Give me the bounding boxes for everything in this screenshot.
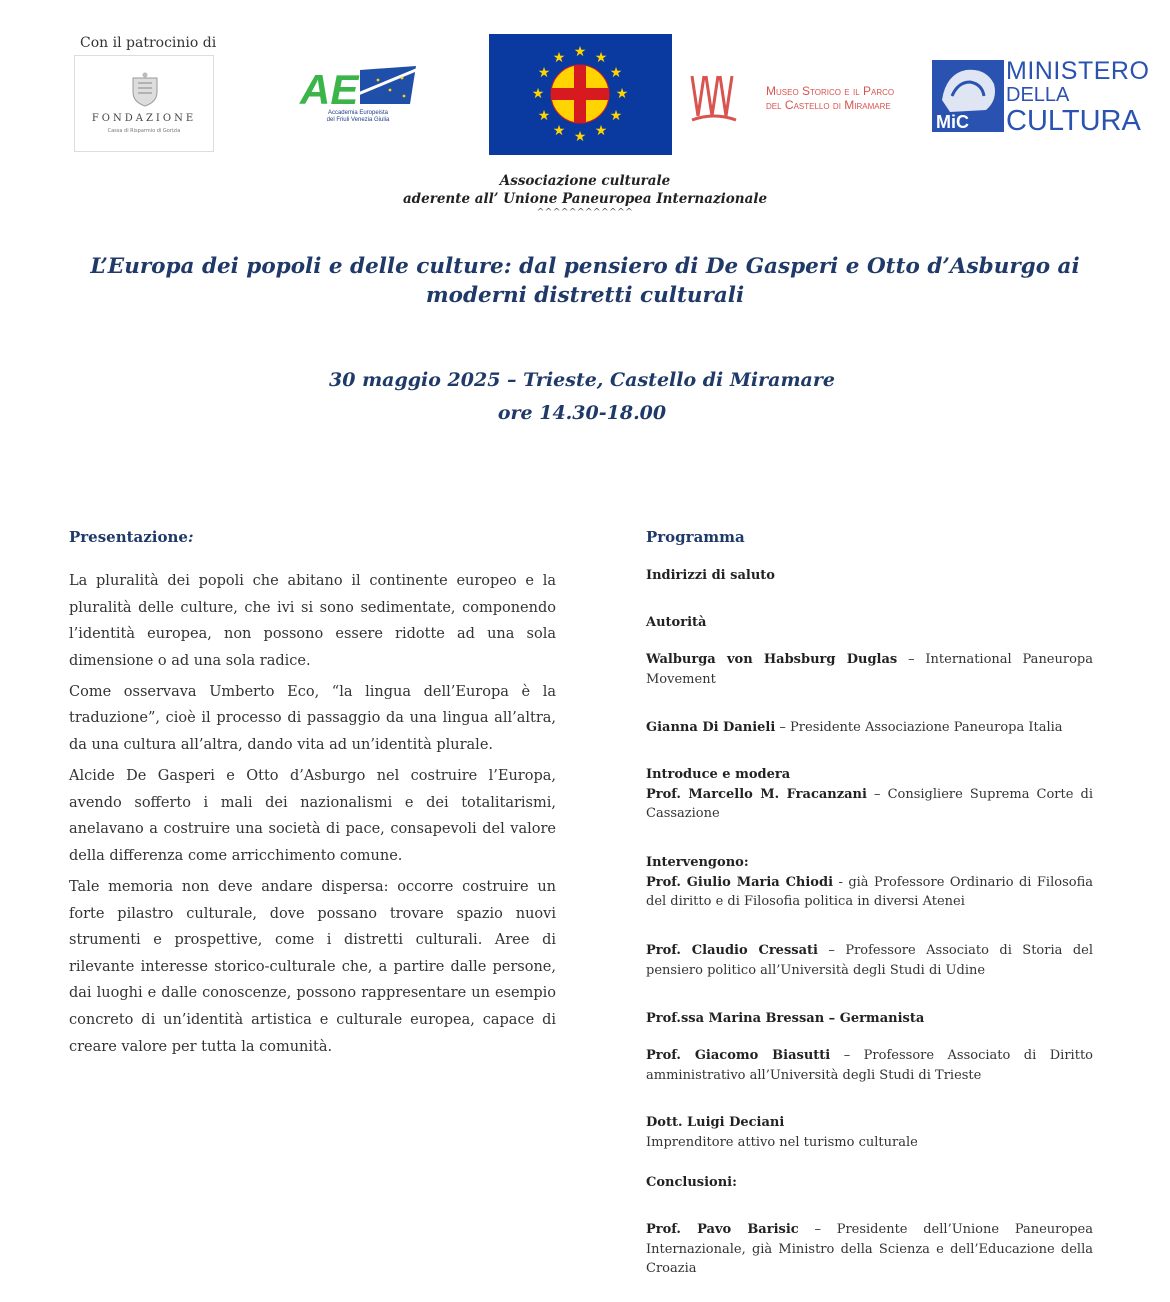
- crest-icon: [129, 72, 161, 108]
- speaker-role: – Presidente dell’Unione Paneuropea Internazionale, già Ministro della Scienza e dell’Educazione della Croazia: [646, 1222, 1093, 1276]
- speaker-role: – Presidente Associazione Paneuropa Italia: [775, 720, 1063, 735]
- svg-text:★: ★: [609, 108, 623, 124]
- association-line: [0, 172, 1170, 208]
- mic-line1: MINISTERO: [1006, 57, 1150, 85]
- programme-authorities: [646, 613, 1093, 633]
- museo-name-line1: Museo Storico e il Parco: [766, 84, 895, 98]
- event-date-place: 30 maggio 2025 – Trieste, Castello di Miramare: [329, 369, 835, 391]
- svg-text:★: ★: [537, 65, 551, 81]
- programme-greetings: [646, 566, 1093, 586]
- accademia-caption: [298, 110, 418, 124]
- programme-speaker: [646, 1046, 1093, 1085]
- speaker-name: Prof. Pavo Barisic: [646, 1222, 799, 1237]
- mic-badge-text: MiC: [936, 112, 969, 132]
- svg-text:★: ★: [615, 86, 629, 102]
- programme-speaker: [646, 1220, 1093, 1279]
- accademia-caption-line1: Accademia Europeista: [327, 110, 389, 116]
- programme-speaker: [646, 650, 1093, 689]
- presentation-heading-colon: :: [187, 528, 194, 546]
- speaker-role: – Professore Associato di Storia del pensiero politico all’Università degli Studi di Udine: [646, 943, 1093, 978]
- paneuropa-flag: [489, 34, 672, 155]
- museo-name: [766, 84, 894, 112]
- mic-emblem-icon: [932, 60, 1004, 132]
- museo-name-line2: del Castello di Miramare: [766, 98, 891, 112]
- speakers-label: Intervengono:: [646, 855, 749, 870]
- programme-authorities-label: Autorità: [646, 615, 707, 630]
- accademia-caption-line2: del Friuli Venezia Giulia: [326, 117, 390, 123]
- speaker-name: Prof. Giulio Maria Chiodi: [646, 874, 834, 890]
- programme-speaker: [646, 941, 1093, 980]
- presentation-paragraph: Alcide De Gasperi e Otto d’Asburgo nel costruire l’Europa, avendo sofferto i mali dei nazionalismi e dei totalitarismi, anelavano a costruire una società di pace, consapevoli del valore della differenza come arricchimento comune.: [69, 768, 556, 864]
- svg-text:★: ★: [594, 123, 608, 139]
- decorative-carets: ^^^^^^^^^^^^: [536, 208, 634, 218]
- speaker-role: – International Paneuropa Movement: [646, 652, 1093, 687]
- event-title: L’Europa dei popoli e delle culture: dal pensiero di De Gasperi e Otto d’Asburgo ai moderni distretti culturali: [90, 254, 1080, 308]
- moderator-label: Introduce e modera: [646, 767, 791, 782]
- programme-speaker: [646, 1009, 1093, 1029]
- svg-text:★: ★: [552, 50, 566, 66]
- fondazione-name: FONDAZIONE: [91, 113, 197, 124]
- speaker-name: Prof.ssa Marina Bressan – Germanista: [646, 1011, 925, 1026]
- fondazione-subtitle: Cassa di Risparmio di Gorizia: [107, 128, 181, 134]
- conclusions-label: Conclusioni:: [646, 1175, 737, 1190]
- fondazione-logo: [74, 55, 214, 152]
- patronage-label: Con il patrocinio di: [80, 35, 217, 51]
- svg-text:★: ★: [573, 129, 587, 145]
- svg-text:★: ★: [537, 108, 551, 124]
- speaker-name: Walburga von Habsburg Duglas: [646, 652, 898, 667]
- association-line1: Associazione culturale: [499, 173, 671, 189]
- svg-text:★: ★: [552, 123, 566, 139]
- speaker-role: - già Professore Ordinario di Filosofia del diritto e di Filosofia politica in diversi Atenei: [646, 874, 1093, 909]
- programme-moderator: [646, 765, 1093, 824]
- presentation-body: [69, 568, 556, 1065]
- programme-conclusions: [646, 1173, 1093, 1193]
- programme-speaker: [646, 1113, 1093, 1152]
- mic-logo: [932, 60, 1004, 132]
- mic-line3: CULTURA: [1006, 105, 1141, 137]
- speaker-role: – Consigliere Suprema Corte di Cassazione: [646, 786, 1093, 821]
- association-line2: aderente all’ Unione Paneuropea Internazionale: [402, 191, 768, 207]
- programme-greetings-label: Indirizzi di saluto: [646, 568, 775, 583]
- speaker-name: Prof. Claudio Cressati: [646, 943, 818, 958]
- speaker-name: Dott. Luigi Deciani: [646, 1115, 785, 1130]
- speaker-name: Gianna Di Danieli: [646, 720, 776, 735]
- event-time: ore 14.30-18.00: [497, 402, 667, 424]
- programme-speaker: [646, 718, 1093, 738]
- ministero-cultura-wordmark: [1006, 58, 1149, 136]
- svg-text:★: ★: [609, 65, 623, 81]
- event-date-block: [0, 364, 1164, 430]
- speaker-name: Prof. Marcello M. Fracanzani: [646, 786, 867, 802]
- speaker-name: Prof. Giacomo Biasutti: [646, 1048, 831, 1063]
- speaker-role: – Professore Associato di Diritto amministrativo all’Università degli Studi di Trieste: [646, 1048, 1093, 1083]
- mic-line2: DELLA: [1006, 84, 1070, 106]
- svg-text:★: ★: [573, 44, 587, 60]
- paneuropa-emblem-icon: [489, 34, 672, 155]
- programme-speakers-block: [646, 853, 1093, 912]
- svg-text:★: ★: [531, 86, 545, 102]
- programme-heading: Programma: [646, 528, 745, 546]
- presentation-paragraph: Come osservava Umberto Eco, “la lingua dell’Europa è la traduzione”, cioè il processo di passaggio da una lingua all’altra, da una cultura all’altra, dando vita ad un’identità plurale.: [69, 683, 556, 754]
- museo-miramare-logo-icon: [688, 72, 740, 126]
- presentation-paragraph: Tale memoria non deve andare dispersa: occorre costruire un forte pilastro culturale, dove possano trovare spazio nuovi strumenti e prospettive, come i distretti culturali. Aree di rilevante interesse storico-culturale che, a partire dalle persone, dai luoghi e dalle conoscenze, possono rappresentare un esempio concreto di un’identità artistica e culturale europea, capace di creare valore per tutta la comunità.: [69, 879, 556, 1055]
- presentation-heading: [69, 528, 194, 546]
- presentation-paragraph: La pluralità dei popoli che abitano il continente europeo e la pluralità delle culture, che ivi si sono sedimentate, componendo l’identità europea, non possono essere ridotte ad una sola dimensione o ad una sola radice.: [69, 573, 556, 669]
- svg-text:AE: AE: [300, 66, 359, 113]
- svg-text:★: ★: [594, 50, 608, 66]
- speaker-role: Imprenditore attivo nel turismo culturale: [646, 1134, 918, 1150]
- presentation-heading-text: Presentazione: [69, 528, 188, 546]
